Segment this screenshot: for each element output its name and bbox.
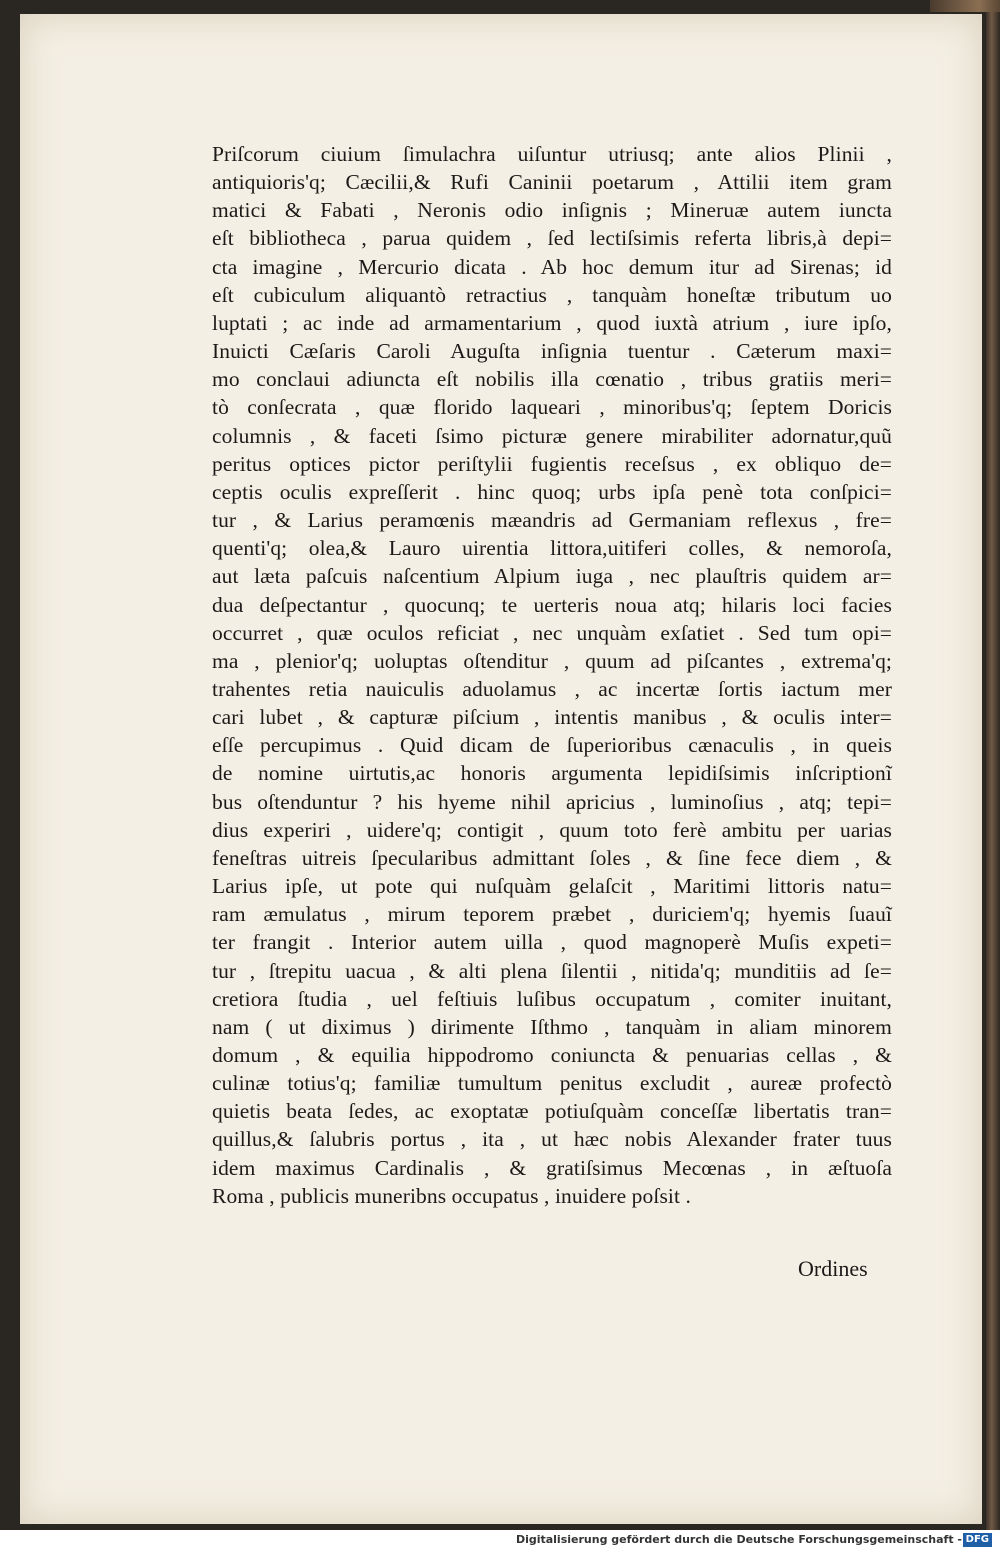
text-line: feneſtras uitreis ſpecularibus admittant ſoles , & ſine fece diem , & bbox=[212, 845, 892, 870]
text-line: domum , & equilia hippodromo coniuncta & penuarias cellas , & bbox=[212, 1043, 892, 1067]
text-line: idem maximus Cardinalis , & gratiſsimus Mecœnas , in æſtuoſa bbox=[212, 1155, 892, 1180]
text-line: quillus,& ſalubris portus , ita , ut hæc nobis Alexander frater tuus bbox=[212, 1127, 892, 1152]
text-line: Larius ipſe, ut pote qui nuſquàm gelaſcit , Maritimi littoris natu= bbox=[212, 874, 892, 899]
funding-notice: Digitalisierung gefördert durch die Deutsche Forschungsgemeinschaft - bbox=[515, 1533, 962, 1546]
text-line: cta imagine , Mercurio dicata . Ab hoc demum itur ad Sirenas; id bbox=[212, 254, 892, 279]
text-line: antiquioris'q; Cæcilii,& Rufi Caninii poetarum , Attilii item gram bbox=[212, 170, 892, 195]
text-line: eſt cubiculum aliquantò retractius , tanquàm honeſtæ tributum uo bbox=[212, 282, 892, 307]
text-line: bus oſtenduntur ? his hyeme nihil apricius , luminoſius , atq; tepi= bbox=[212, 789, 892, 814]
text-line: peritus optices pictor periſtylii fugientis receſsus , ex obliquo de= bbox=[212, 451, 892, 476]
text-line: Inuicti Cæſaris Caroli Auguſta inſignia tuentur . Cæterum maxi= bbox=[212, 339, 892, 364]
text-line: cretiora ſtudia , uel feſtiuis luſibus occupatum , comiter inuitant, bbox=[212, 986, 892, 1011]
text-line: Priſcorum ciuium ſimulachra uiſuntur utriusq; ante alios Plinii , bbox=[212, 142, 892, 166]
text-line: aut læta paſcuis naſcentium Alpium iuga , nec plauſtris quidem ar= bbox=[212, 564, 892, 589]
text-line: quietis beata ſedes, ac exoptatæ potiuſquàm conceſſæ libertatis tran= bbox=[212, 1099, 892, 1124]
text-line: nam ( ut diximus ) dirimente Iſthmo , tanquàm in aliam minorem bbox=[212, 1014, 892, 1039]
text-line: tur , ſtrepitu uacua , & alti plena ſilentii , nitida'q; munditiis ad ſe= bbox=[212, 958, 892, 983]
text-line: mo conclaui adiuncta eſt nobilis illa cœnatio , tribus gratiis meri= bbox=[212, 367, 892, 392]
text-line: luptati ; ac inde ad armamentarium , quod iuxtà atrium , iure ipſo, bbox=[212, 310, 892, 335]
text-line: ceptis oculis expreſſerit . hinc quoq; urbs ipſa penè tota conſpici= bbox=[212, 479, 892, 504]
text-line: culinæ totius'q; familiæ tumultum penitus excludit , aureæ profectò bbox=[212, 1071, 892, 1096]
text-line: dius experiri , uidere'q; contigit , quum toto ferè ambitu per uarias bbox=[212, 817, 892, 842]
text-line: eſſe percupimus . Quid dicam de ſuperioribus cænaculis , in queis bbox=[212, 733, 892, 758]
text-line: ma , plenior'q; uoluptas oſtenditur , quum ad piſcantes , extrema'q; bbox=[212, 648, 892, 673]
page-body-text bbox=[212, 140, 892, 1210]
book-edge bbox=[986, 0, 1000, 1530]
text-line: matici & Fabati , Neronis odio inſignis ; Mineruæ autem iuncta bbox=[212, 198, 892, 223]
text-line: dua deſpectantur , quocunq; te uerteris noua atq; hilaris loci facies bbox=[212, 592, 892, 617]
text-line: ram æmulatus , mirum teporem præbet , duriciem'q; hyemis ſuauĩ bbox=[212, 902, 892, 927]
text-line: tò conſecrata , quæ florido laqueari , minoribus'q; ſeptem Doricis bbox=[212, 395, 892, 420]
text-line: tur , & Larius peramœnis mæandris ad Germaniam reflexus , fre= bbox=[212, 508, 892, 533]
book-corner bbox=[930, 0, 1000, 12]
text-line: occurret , quæ oculos reficiat , nec unquàm exſatiet . Sed tum opi= bbox=[212, 620, 892, 645]
text-line: columnis , & faceti ſsimo picturæ genere mirabiliter adornatur,quũ bbox=[212, 423, 892, 448]
dfg-logo: DFG bbox=[963, 1533, 992, 1547]
catchword: Ordines bbox=[798, 1256, 868, 1281]
text-line: quenti'q; olea,& Lauro uirentia littora,uitiferi colles, & nemoroſa, bbox=[212, 536, 892, 561]
text-line: trahentes retia nauiculis aduolamus , ac incertæ ſortis iactum mer bbox=[212, 676, 892, 701]
digitization-footer bbox=[0, 1530, 1000, 1551]
text-line: Roma , publicis muneribns occupatus , inuidere poſsit . bbox=[212, 1183, 692, 1208]
text-line: de nomine uirtutis,ac honoris argumenta lepidiſsimis inſcriptionĩ bbox=[212, 761, 892, 786]
text-line: eſt bibliotheca , parua quidem , ſed lectiſsimis referta libris,à depi= bbox=[212, 226, 892, 251]
text-line: ter frangit . Interior autem uilla , quod magnoperè Muſis expeti= bbox=[212, 930, 892, 955]
text-line: cari lubet , & capturæ piſcium , intentis manibus , & oculis inter= bbox=[212, 705, 892, 730]
